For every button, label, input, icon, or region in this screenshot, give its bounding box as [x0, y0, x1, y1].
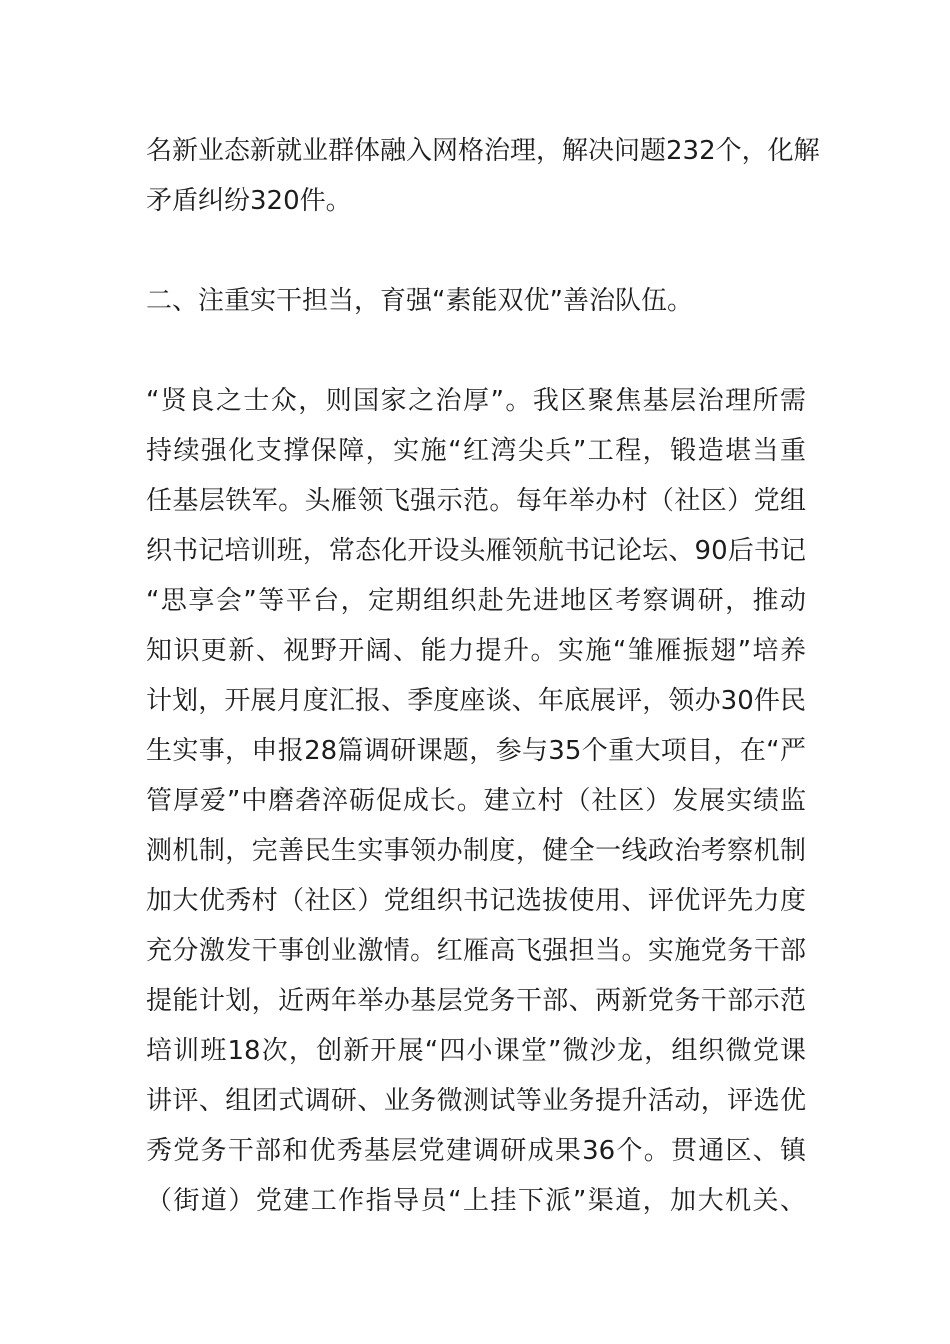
body-line-5: “思享会”等平台，定期组织赴先进地区考察调研，推动 [146, 586, 806, 616]
body-line-10: 测机制，完善民生实事领办制度，健全一线政治考察机制 [146, 836, 806, 866]
body-line-3: 任基层铁军。头雁领飞强示范。每年举办村（社区）党组 [146, 486, 806, 516]
body-line-1: “贤良之士众，则国家之治厚”。我区聚焦基层治理所需 [146, 386, 806, 416]
body-line-14: 培训班18次，创新开展“四小课堂”微沙龙，组织微党课 [146, 1036, 806, 1066]
intro-line-2: 矛盾纠纷320件。 [146, 186, 352, 216]
body-line-2: 持续强化支撑保障，实施“红湾尖兵”工程，锻造堪当重 [146, 436, 806, 466]
body-line-8: 生实事，申报28篇调研课题，参与35个重大项目，在“严 [146, 736, 806, 766]
body-line-6: 知识更新、视野开阔、能力提升。实施“雏雁振翅”培养 [146, 636, 806, 666]
body-line-4: 织书记培训班，常态化开设头雁领航书记论坛、90后书记 [146, 536, 806, 566]
body-line-16: 秀党务干部和优秀基层党建调研成果36个。贯通区、镇 [146, 1136, 806, 1166]
intro-line-1: 名新业态新就业群体融入网格治理，解决问题232个，化解 [146, 136, 820, 166]
body-line-15: 讲评、组团式调研、业务微测试等业务提升活动，评选优 [146, 1086, 806, 1116]
body-line-7: 计划，开展月度汇报、季度座谈、年底展评，领办30件民 [146, 686, 806, 716]
body-line-13: 提能计划，近两年举办基层党务干部、两新党务干部示范 [146, 986, 806, 1016]
body-line-17: （街道）党建工作指导员“上挂下派”渠道，加大机关、 [146, 1186, 806, 1216]
body-line-11: 加大优秀村（社区）党组织书记选拔使用、评优评先力度 [146, 886, 806, 916]
section-heading: 二、注重实干担当，育强“素能双优”善治队伍。 [146, 286, 693, 316]
body-line-12: 充分激发干事创业激情。红雁高飞强担当。实施党务干部 [146, 936, 806, 966]
body-line-9: 管厚爱”中磨砻淬砺促成长。建立村（社区）发展实绩监 [146, 786, 806, 816]
